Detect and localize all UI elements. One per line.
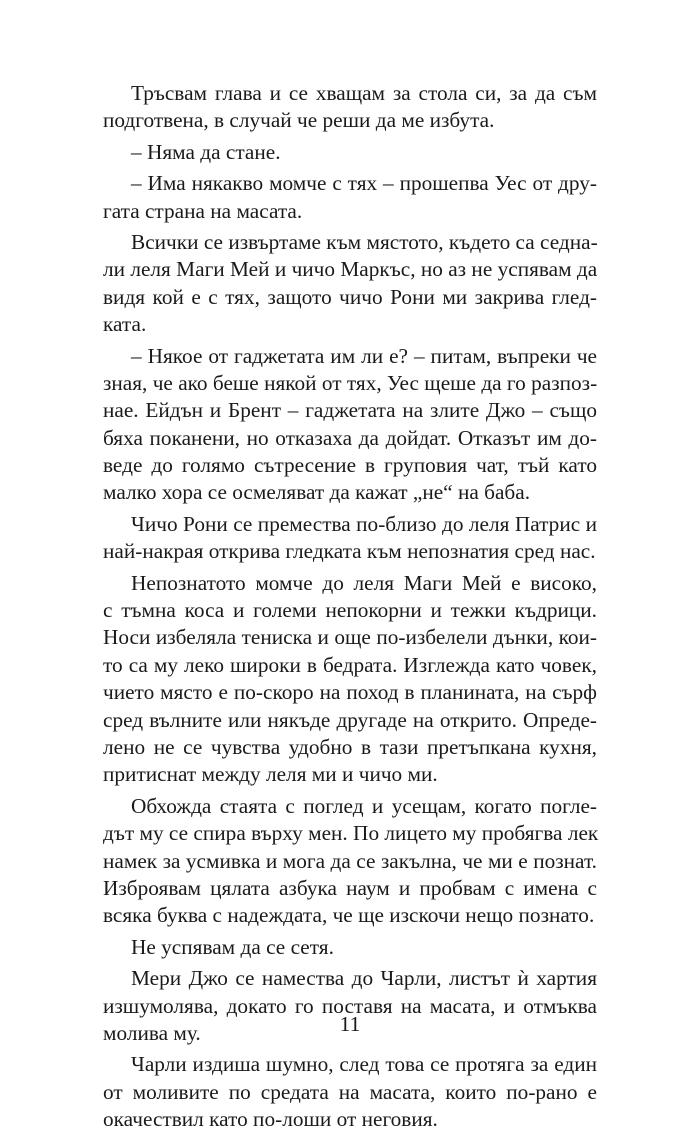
- text-line: ли леля Маги Мей и чичо Маркъс, но аз не успявам да: [103, 257, 598, 282]
- text-line: Чичо Рони се премества по-близо до леля Патрис и: [131, 511, 597, 536]
- text-line: изшумолява, докато го поставя на масата, и отмъква: [103, 993, 597, 1018]
- text-line: Изброявам цялата азбука наум и пробвам с имена с: [103, 875, 597, 900]
- text-line: Не успявам да се сетя.: [131, 934, 334, 959]
- text-line: зная, че ако беше някой от тях, Уес щеше да го разпоз-: [103, 370, 598, 395]
- text-line: Чарли издиша шумно, след това се протяга за един: [131, 1052, 597, 1077]
- text-line: притиснат между леля ми и чичо ми.: [103, 762, 438, 787]
- text-line: от моливите по средата на масата, които по-рано е: [103, 1079, 597, 1104]
- text-line: Мери Джо се намества до Чарли, листът ѝ хартия: [131, 966, 597, 991]
- text-line: с тъмна коса и големи непокорни и тежки къдрици.: [103, 598, 597, 623]
- paragraph: [103, 511, 597, 566]
- paragraph: [103, 570, 597, 789]
- text-line: лено не се чувства удобно в тази претъпкана кухня,: [103, 734, 597, 759]
- text-line: Непознатото момче до леля Маги Мей е високо,: [131, 570, 597, 595]
- text-line: гата страна на масата.: [103, 198, 303, 223]
- paragraph: [103, 80, 597, 135]
- page-number: 11: [339, 1012, 361, 1036]
- text-line: най-накрая открива гледката към непознатия сред нас.: [103, 539, 596, 564]
- paragraph: [103, 934, 597, 961]
- text-line: Всички се извъртаме към мястото, където са седна-: [131, 229, 598, 254]
- text-line: Обхожда стаята с поглед и усещам, когато погле-: [131, 793, 597, 818]
- text-line: всяка буква с надеждата, че ще изскочи нещо познато.: [103, 903, 595, 928]
- text-line: сред вълните или някъде другаде на открито. Опреде-: [103, 707, 597, 732]
- text-line: малко хора се осмеляват да кажат „не“ на баба.: [103, 480, 531, 505]
- paragraph: [103, 793, 597, 930]
- paragraph: [103, 139, 597, 166]
- text-line: то са му леко широки в бедрата. Изглежда като човек,: [103, 652, 597, 677]
- body-text: [103, 80, 597, 1137]
- text-line: намек за усмивка и мога да се закълна, че ми е познат.: [103, 848, 597, 873]
- text-line: молива му.: [103, 1020, 201, 1045]
- paragraph: [103, 343, 597, 507]
- text-line: бяха поканени, но отказаха да дойдат. Отказът им до-: [103, 425, 597, 450]
- text-line: веде до голямо сътресение в груповия чат, тъй като: [103, 453, 597, 478]
- paragraph: [103, 170, 597, 225]
- text-line: нае. Ейдън и Брент – гаджетата на злите Джо – също: [103, 398, 597, 423]
- text-line: – Има някакво момче с тях – прошепва Уес от дру-: [131, 171, 597, 196]
- paragraph: [103, 229, 597, 339]
- text-line: окачествил като по-лоши от неговия.: [103, 1107, 438, 1132]
- text-line: подготвена, в случай че реши да ме избута.: [103, 108, 495, 133]
- text-line: Носи избеляла тениска и още по-избелели дънки, кои-: [103, 625, 597, 650]
- text-line: Тръсвам глава и се хващам за стола си, за да съм: [131, 81, 597, 105]
- text-line: видя кой е с тях, защото чичо Рони ми закрива глед-: [103, 284, 597, 309]
- text-line: дът му се спира върху мен. По лицето му пробягва лек: [103, 821, 599, 846]
- text-line: чието място е по-скоро на поход в планината, на сърф: [103, 680, 597, 705]
- text-line: – Някое от гаджетата им ли е? – питам, въпреки че: [131, 343, 597, 368]
- text-line: – Няма да стане.: [131, 139, 281, 164]
- paragraph: [103, 1051, 597, 1133]
- text-line: ката.: [103, 312, 147, 337]
